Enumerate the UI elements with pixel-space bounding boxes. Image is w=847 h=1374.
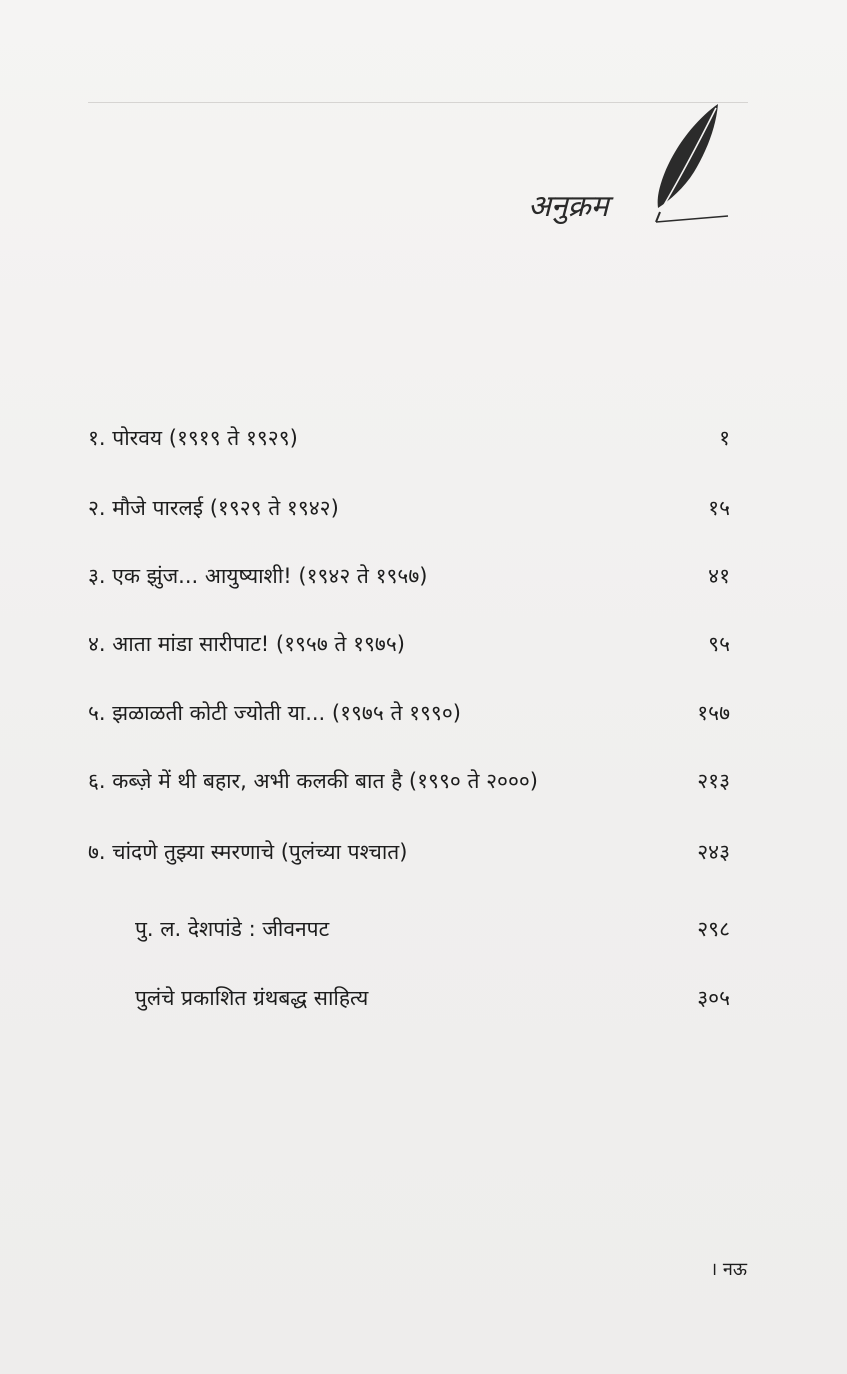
toc-entry: [80, 626, 760, 662]
toc-page-number: २१३: [697, 769, 730, 793]
page-heading: अनुक्रम: [528, 189, 609, 224]
toc-title: ५. झळाळती कोटी ज्योती या... (१९७५ ते १९९०): [88, 701, 461, 725]
toc-entry: [80, 834, 760, 870]
toc-page-number: १५: [708, 496, 730, 520]
toc-entry: [80, 980, 760, 1016]
toc-entry: [80, 558, 760, 594]
toc-title: ७. चांदणे तुझ्या स्मरणाचे (पुलंच्या पश्चात): [88, 840, 408, 864]
toc-page-number: २४३: [697, 840, 730, 864]
toc-entry: [80, 695, 760, 731]
toc-title: पु. ल. देशपांडे : जीवनपट: [135, 917, 330, 941]
toc-title: ३. एक झुंज... आयुष्याशी! (१९४२ ते १९५७): [88, 564, 428, 588]
header-rule: [88, 102, 748, 103]
toc-page-number: १५७: [697, 701, 730, 725]
toc-page-number: ३०५: [697, 986, 730, 1010]
toc-page-number: ९५: [708, 632, 730, 656]
toc-page-number: १: [719, 426, 730, 450]
page-folio: । नऊ: [710, 1259, 747, 1280]
toc-title: पुलंचे प्रकाशित ग्रंथबद्ध साहित्य: [135, 986, 369, 1010]
toc-entry: [80, 420, 760, 456]
quill-feather-icon: [650, 100, 730, 225]
toc-entry: [80, 763, 760, 799]
toc-title: १. पोरवय (१९१९ ते १९२९): [88, 426, 298, 450]
toc-page-number: २९८: [697, 917, 730, 941]
toc-title: ६. कब्ज़े में थी बहार, अभी कलकी बात है (१९९० ते २०००): [88, 769, 538, 793]
toc-page-number: ४१: [708, 564, 730, 588]
toc-title: ४. आता मांडा सारीपाट! (१९५७ ते १९७५): [88, 632, 405, 656]
toc-entry: [80, 490, 760, 526]
toc-title: २. मौजे पारलई (१९२९ ते १९४२): [88, 496, 339, 520]
toc-entry: [80, 911, 760, 947]
